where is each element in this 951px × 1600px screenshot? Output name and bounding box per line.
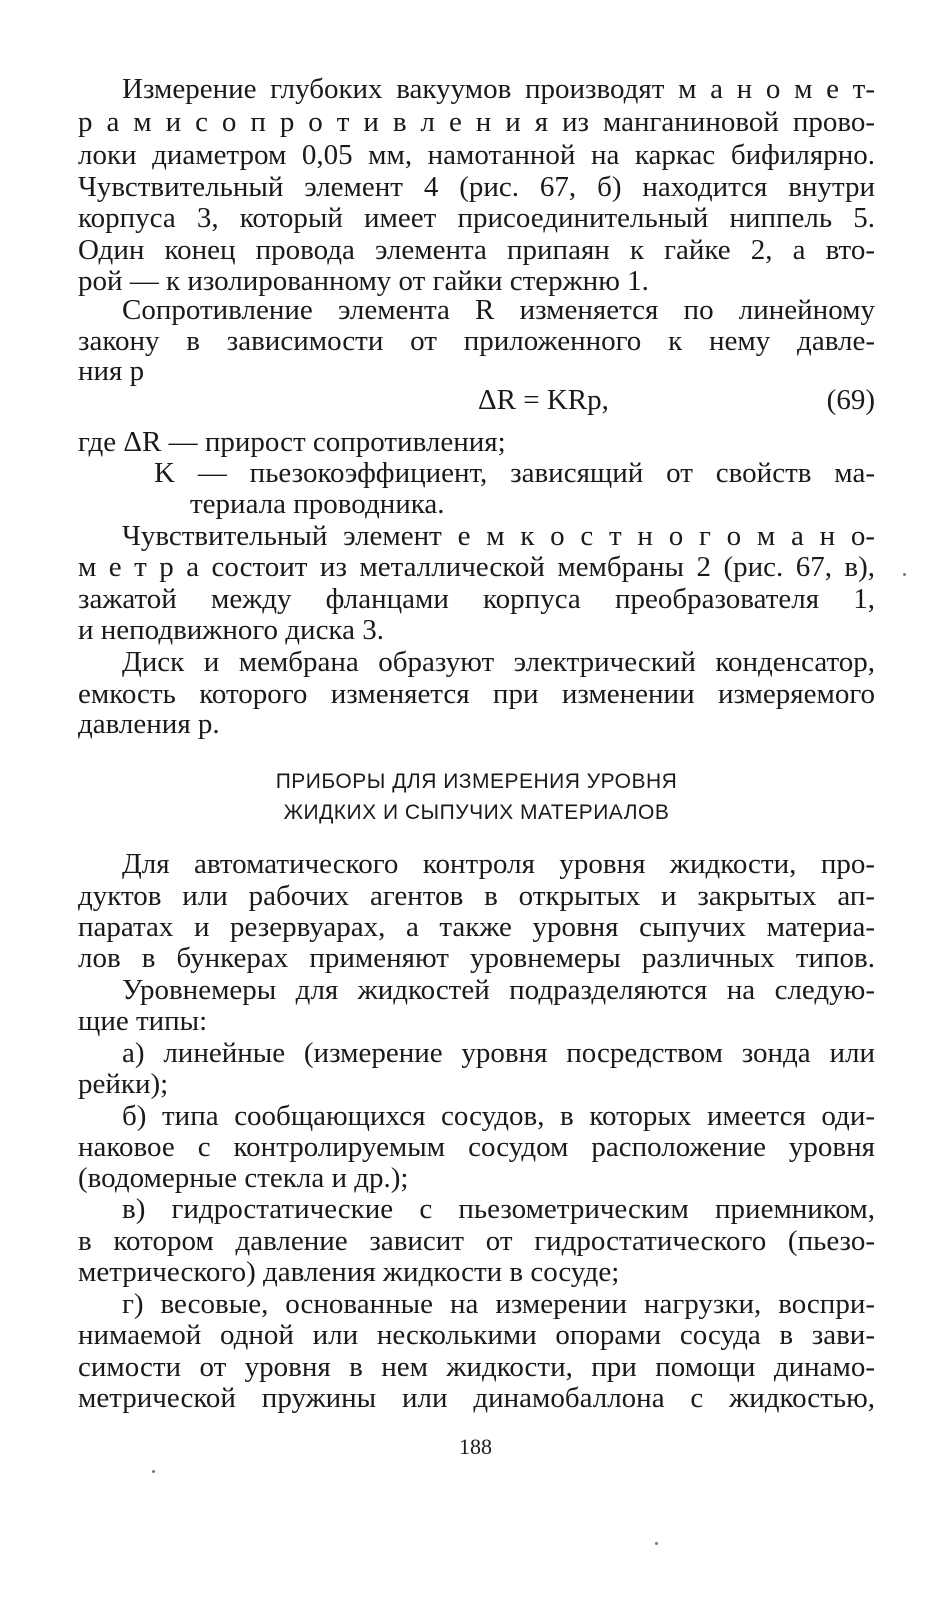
scan-speck — [152, 1470, 155, 1473]
text-line: Один конец провода элемента припаян к гайке 2, а вто- — [78, 234, 875, 266]
scan-speck — [655, 1542, 658, 1545]
page-number: 188 — [459, 1434, 492, 1459]
list-item-line: метрической пружины или динамобаллона с жидкостью, — [78, 1382, 875, 1414]
text-line: зажатой между фланцами корпуса преобразователя 1, — [78, 583, 875, 615]
equation-line — [78, 383, 875, 417]
list-item-line: в) гидростатические с пьезометрическим приемником, — [122, 1193, 875, 1225]
list-item-line: нимаемой одной или несколькими опорами сосуда в зави- — [78, 1319, 875, 1351]
text-line: локи диаметром 0,05 мм, намотанной на каркас бифилярно. — [78, 139, 875, 171]
definition-line: где ΔR — прирост сопротивления; — [78, 426, 506, 458]
text-line: Для автоматического контроля уровня жидкости, про- — [122, 848, 875, 880]
text-line: м е т р а состоит из металлической мембраны 2 (рис. 67, в), — [78, 551, 875, 583]
text-line: паратах и резервуарах, а также уровня сыпучих материа- — [78, 911, 875, 943]
text-line: ния p — [78, 355, 145, 387]
list-item-line: симости от уровня в нем жидкости, при помощи динамо- — [78, 1351, 875, 1383]
list-item-line: б) типа сообщающихся сосудов, в которых имеется оди- — [122, 1100, 875, 1132]
section-heading: ПРИБОРЫ ДЛЯ ИЗМЕРЕНИЯ УРОВНЯ — [275, 770, 678, 793]
text-line: Измерение глубоких вакуумов производят м а н о м е т- — [122, 73, 875, 105]
text-line: Диск и мембрана образуют электрический конденсатор, — [122, 646, 875, 678]
list-item-line: (водомерные стекла и др.); — [78, 1162, 409, 1194]
text-line: емкость которого изменяется при изменении измеряемого — [78, 678, 875, 710]
list-item-line: г) весовые, основанные на измерении нагрузки, воспри- — [122, 1288, 875, 1320]
section-heading: ЖИДКИХ И СЫПУЧИХ МАТЕРИАЛОВ — [283, 801, 670, 824]
text-line: Уровнемеры для жидкостей подразделяются на следую- — [122, 974, 875, 1006]
text-line: р а м и с о п р о т и в л е н и я из манганиновой прово- — [78, 106, 875, 138]
list-item-line: рейки); — [78, 1068, 169, 1100]
text-line: Чувствительный элемент е м к о с т н о г о м а н о- — [122, 520, 875, 552]
text-line: и неподвижного диска 3. — [78, 614, 384, 646]
equation-formula: ΔR = KRp, — [478, 384, 609, 416]
text-line: давления p. — [78, 708, 220, 740]
definition-line: териала проводника. — [190, 488, 445, 520]
definition-line: K — пьезокоэффициент, зависящий от свойств ма- — [154, 457, 875, 489]
text-line: корпуса 3, который имеет присоединительный ниппель 5. — [78, 202, 875, 234]
text-line: Сопротивление элемента R изменяется по линейному — [122, 294, 875, 326]
list-item-line: а) линейные (измерение уровня посредством зонда или — [122, 1037, 875, 1069]
text-line: дуктов или рабочих агентов в открытых и закрытых ап- — [78, 880, 875, 912]
text-line: лов в бункерах применяют уровнемеры различных типов. — [78, 942, 875, 974]
list-item-line: метрического) давления жидкости в сосуде; — [78, 1256, 620, 1288]
equation-number: (69) — [826, 384, 875, 416]
list-item-line: в котором давление зависит от гидростатического (пьезо- — [78, 1225, 875, 1257]
text-line: щие типы: — [78, 1005, 208, 1037]
text-line: рой — к изолированному от гайки стержню 1. — [78, 265, 649, 297]
text-line: закону в зависимости от приложенного к нему давле- — [78, 325, 875, 357]
text-line: Чувствительный элемент 4 (рис. 67, б) находится внутри — [78, 171, 875, 203]
list-item-line: наковое с контролируемым сосудом расположение уровня — [78, 1131, 875, 1163]
scan-speck — [903, 573, 906, 576]
